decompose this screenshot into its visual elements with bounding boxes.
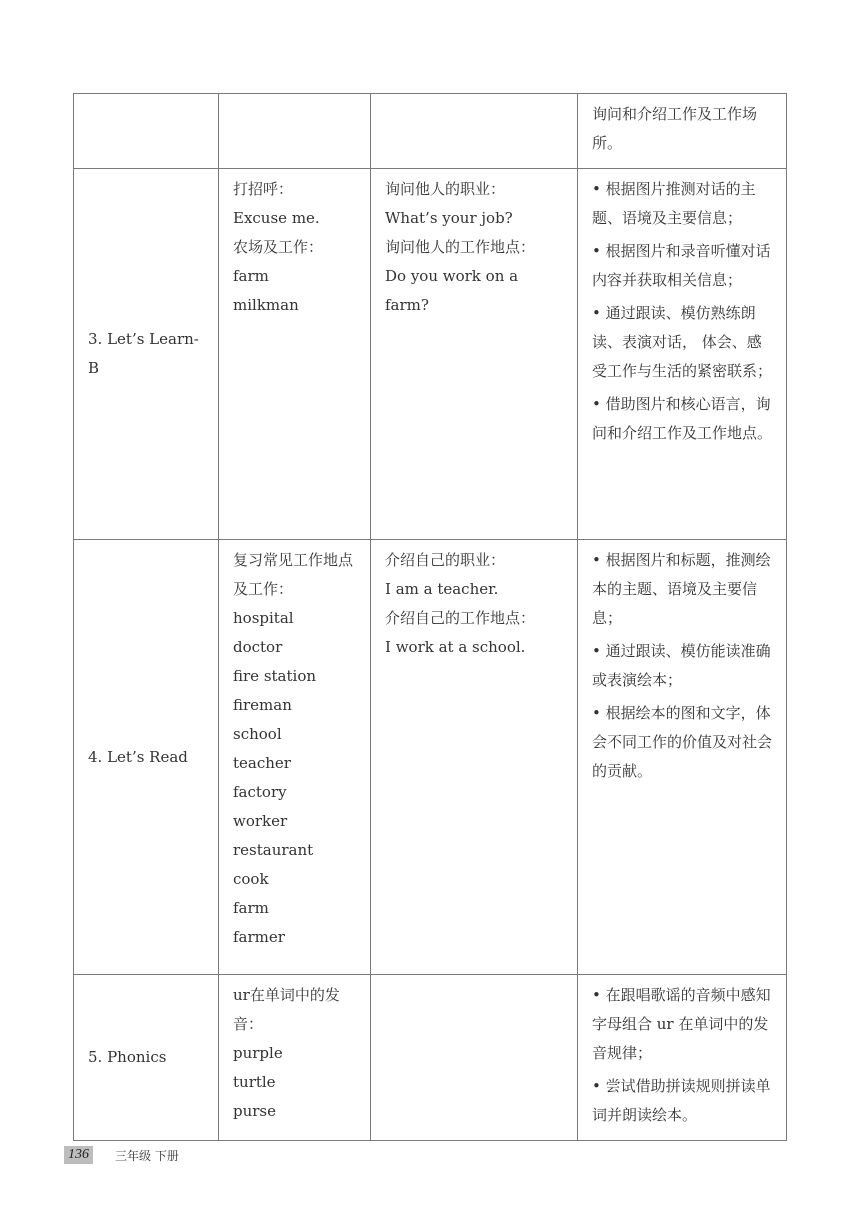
goals-cell <box>578 540 787 975</box>
vocab-item: teacher <box>233 754 291 772</box>
lesson-name: 4. Let’s Read <box>88 747 188 766</box>
lesson-cell <box>74 169 219 540</box>
vocab-item: farm <box>233 267 269 285</box>
vocab-item: turtle <box>233 1073 276 1091</box>
vocab-cell <box>219 540 371 975</box>
goal-item: • 借助图片和核心语言，询问和介绍工作及工作地点。 <box>592 395 773 442</box>
lesson-cell <box>74 94 219 169</box>
vocab-cell <box>219 975 371 1141</box>
goals-cell <box>578 94 787 169</box>
lesson-name: 5. Phonics <box>88 1048 167 1066</box>
book-title: 三年级 下册 <box>115 1148 179 1163</box>
vocab-item: school <box>233 725 282 743</box>
sentence-cell <box>371 975 578 1141</box>
sentence-cell <box>371 540 578 975</box>
sentence-item: I work at a school. <box>385 638 526 656</box>
goal-item: • 根据图片和标题，推测绘本的主题、语境及主要信息； <box>592 551 771 627</box>
vocab-item: milkman <box>233 296 299 314</box>
sentence-item: 介绍自己的职业： <box>385 551 506 569</box>
sentence-cell <box>371 94 578 169</box>
lesson-cell <box>74 975 219 1141</box>
lesson-name: 3. Let’s Learn-B <box>88 330 199 377</box>
goal-item: • 通过跟读、模仿熟练朗读、表演对话， 体会、感受工作与生活的紧密联系； <box>592 304 773 380</box>
lesson-cell <box>74 540 219 975</box>
vocab-item: ur在单词中的发音： <box>233 986 340 1033</box>
table-row <box>74 94 787 169</box>
vocab-item: purple <box>233 1044 283 1062</box>
goal-item: • 根据图片推测对话的主题、语境及主要信息； <box>592 180 756 227</box>
vocab-item: factory <box>233 783 287 801</box>
goals-cell <box>578 975 787 1141</box>
vocab-cell <box>219 94 371 169</box>
vocab-cell <box>219 169 371 540</box>
goal-item: 询问和介绍工作及工作场所。 <box>592 105 758 152</box>
vocab-item: worker <box>233 812 288 830</box>
sentence-item: 询问他人的职业： <box>385 180 506 198</box>
table-row <box>74 540 787 975</box>
sentence-item: 介绍自己的工作地点： <box>385 609 536 627</box>
vocab-item: 复习常见工作地点及工作： <box>233 551 354 598</box>
goal-item: • 尝试借助拼读规则拼读单词并朗读绘本。 <box>592 1077 771 1124</box>
sentence-cell <box>371 169 578 540</box>
vocab-item: restaurant <box>233 841 314 859</box>
page-number: 136 <box>64 1146 93 1164</box>
goal-item: • 根据图片和录音听懂对话内容并获取相关信息； <box>592 242 771 289</box>
goals-cell <box>578 169 787 540</box>
vocab-item: fire station <box>233 667 317 685</box>
vocab-item: Excuse me. <box>233 209 320 227</box>
table-row <box>74 975 787 1141</box>
vocab-item: farm <box>233 899 269 917</box>
sentence-item: I am a teacher. <box>385 580 499 598</box>
vocab-item: 打招呼： <box>233 180 294 198</box>
sentence-item: 询问他人的工作地点： <box>385 238 536 256</box>
vocab-item: cook <box>233 870 269 888</box>
table-row <box>74 169 787 540</box>
page-footer <box>64 1146 179 1164</box>
curriculum-table <box>73 93 787 1141</box>
sentence-item: Do you work on a farm? <box>385 267 519 314</box>
vocab-item: hospital <box>233 609 294 627</box>
vocab-item: doctor <box>233 638 283 656</box>
goal-item: • 通过跟读、模仿能读准确或表演绘本； <box>592 642 771 689</box>
vocab-item: fireman <box>233 696 292 714</box>
vocab-item: 农场及工作： <box>233 238 324 256</box>
vocab-item: purse <box>233 1102 277 1120</box>
goal-item: • 在跟唱歌谣的音频中感知字母组合 ur 在单词中的发音规律； <box>592 986 771 1062</box>
sentence-item: What’s your job? <box>385 209 513 227</box>
vocab-item: farmer <box>233 928 285 946</box>
goal-item: • 根据绘本的图和文字，体会不同工作的价值及对社会的贡献。 <box>592 704 773 780</box>
